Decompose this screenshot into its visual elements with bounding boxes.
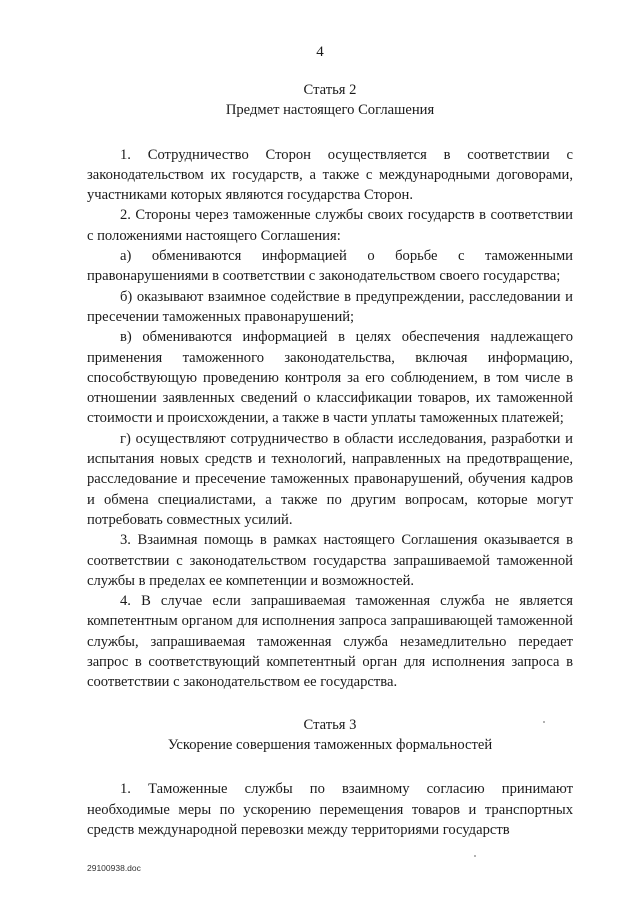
article-2-heading <box>87 80 573 121</box>
article-3-heading <box>87 715 573 756</box>
article-2-paragraph-3: 3. Взаимная помощь в рамках настоящего Соглашения оказывается в соответствии с законодательством государства запрашиваемой таможенной службы в пределах ее компетенции и возможностей. <box>87 532 573 589</box>
article-3-number: Статья 3 <box>303 716 357 733</box>
article-2-title: Предмет настоящего Соглашения <box>225 102 435 119</box>
page-number: 4 <box>316 44 324 60</box>
article-2-subparagraph-b: б) оказывают взаимное содействие в предупреждении, расследовании и пресечении таможенных правонарушений; <box>87 288 573 325</box>
file-code-footer: 29100938.doc <box>87 863 141 873</box>
article-2-paragraph-4: 4. В случае если запрашиваемая таможенная служба не является компетентным органом для исполнения запроса запрашивающей таможенной службы, запрашиваемая таможенная служба незамедлительно передает запрос в соответствующий компетентный орган для исполнения запроса в соответствии с законодательством ее государства. <box>87 593 573 691</box>
document-body <box>87 80 573 840</box>
article-2-subparagraph-a: а) обмениваются информацией о борьбе с таможенными правонарушениями в соответствии с законодательством своего государства; <box>87 248 573 285</box>
scan-artifact-dot <box>474 855 476 857</box>
article-2-body <box>87 145 573 693</box>
article-2-number: Статья 2 <box>303 82 357 98</box>
article-2-paragraph-2: 2. Стороны через таможенные службы своих государств в соответствии с положениями настоящего Соглашения: <box>87 207 573 244</box>
article-3-title: Ускорение совершения таможенных формальностей <box>167 736 493 753</box>
scan-artifact-dot <box>543 721 545 723</box>
article-2-subparagraph-g: г) осуществляют сотрудничество в области исследования, разработки и испытания новых средств и технологий, направленных на предотвращение, расследование и пресечение таможенных правонарушений, обучения кадров и обмена специалистами, а также по другим вопросам, которые могут потребовать совместных усилий. <box>87 430 573 528</box>
article-3-body <box>87 779 573 840</box>
article-2-paragraph-1: 1. Сотрудничество Сторон осуществляется в соответствии с законодательством их государств, а также с международными договорами, участниками которых являются государства Сторон. <box>87 146 573 204</box>
article-3-paragraph-1: 1. Таможенные службы по взаимному согласию принимают необходимые меры по ускорению перемещения товаров и транспортных средств международной перевозки между территориями государств <box>87 781 573 838</box>
article-2-subparagraph-v: в) обмениваются информацией в целях обеспечения надлежащего применения таможенного законодательства, включая информацию, способствующую проведению контроля за его соблюдением, в том числе в отношении заявленных сведений о классификации товаров, их таможенной стоимости и происхождении, а также в части уплаты таможенных платежей; <box>87 329 573 427</box>
